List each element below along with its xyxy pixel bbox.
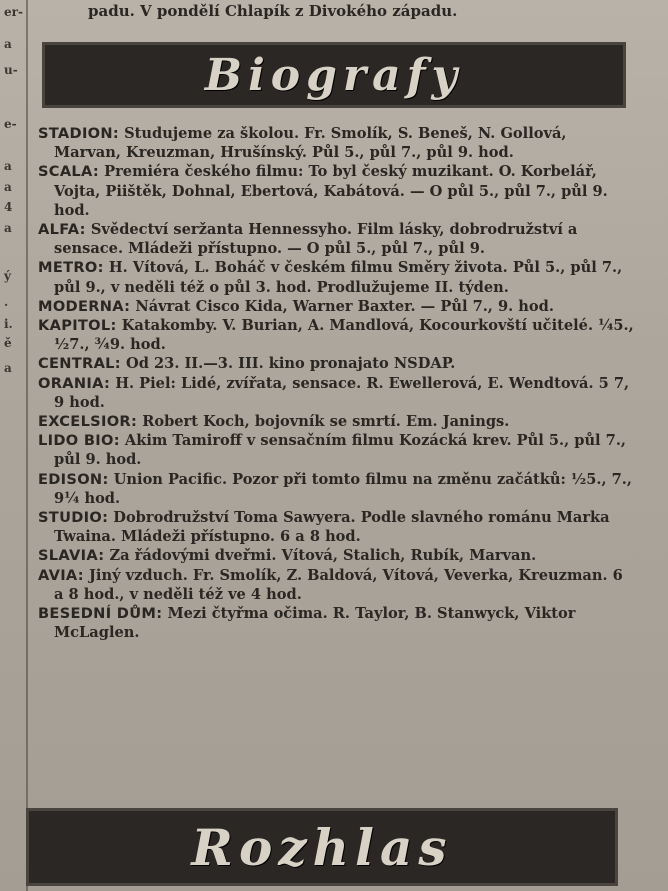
list-item	[38, 162, 636, 220]
listing-text: H. Vítová, L. Boháč v českém filmu Směry života. Půl 5., půl 7., půl 9., v neděli též o půl 3. hod. Prodlužujeme II. týden.	[54, 259, 623, 296]
list-item	[38, 297, 636, 316]
left-fragment: a	[4, 159, 12, 173]
list-item	[38, 508, 636, 546]
previous-article-tail: padu. V pondělí Chlapík z Divokého západu.	[88, 2, 458, 20]
listing-text: Jiný vzduch. Fr. Smolík, Z. Baldová, Vítová, Veverka, Kreuzman. 6 a 8 hod., v neděli též ve 4 hod.	[54, 566, 623, 603]
left-fragment: 4	[4, 200, 13, 214]
listing-text: Katakomby. V. Burian, A. Mandlová, Kocourkovští učitelé. ¼5., ½7., ¾9. hod.	[54, 317, 634, 354]
column-rule	[26, 0, 28, 891]
venue-name: MODERNA:	[38, 297, 131, 315]
venue-name: STUDIO:	[38, 509, 109, 527]
venue-name: EDISON:	[38, 470, 109, 488]
listing-text: Premiéra českého filmu: To byl český muzikant. O. Korbelář, Vojta, Piištěk, Dohnal, Ebertová, Kabátová. — O půl 5., půl 7., půl 9. hod.	[54, 163, 608, 219]
list-item	[38, 220, 636, 258]
left-column-fragments	[0, 0, 22, 891]
venue-name: SCALA:	[38, 163, 100, 181]
venue-name: AVIA:	[38, 566, 84, 584]
section-banner-rozhlas	[26, 808, 618, 886]
list-item	[38, 374, 636, 412]
left-fragment: ě	[4, 336, 12, 350]
venue-name: EXCELSIOR:	[38, 413, 138, 431]
section-banner-biografy	[42, 42, 626, 108]
list-item	[38, 258, 636, 296]
list-item	[38, 354, 636, 373]
list-item	[38, 431, 636, 469]
listing-text: Mezi čtyřma očima. R. Taylor, B. Stanwyck, Viktor McLaglen.	[54, 605, 576, 642]
venue-name: ALFA:	[38, 221, 86, 239]
left-fragment: a	[4, 37, 12, 51]
left-fragment: e-	[4, 117, 17, 131]
venue-name: CENTRAL:	[38, 355, 121, 373]
list-item	[38, 566, 636, 604]
left-fragment: er-	[4, 5, 23, 19]
listing-text: Union Pacific. Pozor při tomto filmu na změnu začátků: ½5., 7., 9¼ hod.	[54, 470, 632, 507]
listing-text: Akim Tamiroff v sensačním filmu Kozácká krev. Půl 5., půl 7., půl 9. hod.	[54, 432, 626, 469]
section-title: Rozhlas	[191, 817, 453, 877]
listing-text: Za řádovými dveřmi. Vítová, Stalich, Rubík, Marvan.	[109, 547, 537, 565]
left-fragment: ý	[4, 269, 11, 283]
venue-name: STADION:	[38, 125, 120, 142]
left-fragment: a	[4, 221, 12, 235]
listing-text: Svědectví seržanta Hennessyho. Film lásky, dobrodružství a sensace. Mládeži přístupno. — O půl 5., půl 7., půl 9.	[54, 221, 578, 258]
left-fragment: a	[4, 361, 12, 375]
listing-text: Robert Koch, bojovník se smrtí. Em. Janings.	[142, 413, 510, 431]
left-fragment: i.	[4, 317, 13, 331]
left-fragment: .	[4, 295, 9, 309]
listing-text: H. Piel: Lidé, zvířata, sensace. R. Ewellerová, E. Wendtová. 5 7, 9 hod.	[54, 374, 630, 411]
venue-name: KAPITOL:	[38, 317, 117, 335]
list-item	[38, 470, 636, 508]
venue-name: ORANIA:	[38, 374, 111, 392]
list-item	[38, 604, 636, 642]
listing-text: Od 23. II.—3. III. kino pronajato NSDAP.	[126, 355, 456, 373]
list-item	[38, 124, 636, 162]
list-item	[38, 546, 636, 565]
left-fragment: a	[4, 180, 12, 194]
section-title: Biografy	[204, 49, 464, 101]
venue-name: METRO:	[38, 259, 104, 277]
venue-name: LIDO BIO:	[38, 432, 120, 450]
venue-name: SLAVIA:	[38, 547, 105, 565]
cinema-listings	[38, 124, 636, 642]
listing-text: Návrat Cisco Kida, Warner Baxter. — Půl 7., 9. hod.	[135, 297, 554, 315]
list-item	[38, 412, 636, 431]
list-item	[38, 316, 636, 354]
venue-name: BESEDNÍ DŮM:	[38, 605, 163, 623]
listing-text: Studujeme za školou. Fr. Smolík, S. Beneš, N. Gollová, Marvan, Kreuzman, Hrušínský. Půl 5., půl 7., půl 9. hod.	[54, 125, 567, 162]
listing-text: Dobrodružství Toma Sawyera. Podle slavného románu Marka Twaina. Mládeži přístupno. 6 a 8 hod.	[54, 509, 610, 546]
left-fragment: u-	[4, 63, 18, 77]
